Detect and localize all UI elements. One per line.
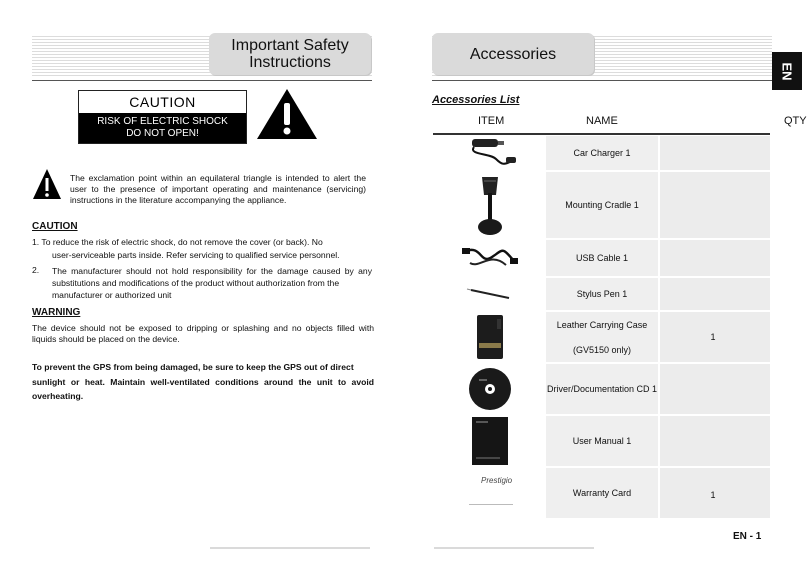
caution-item-1-line1: 1. To reduce the risk of electric shock, do not remove the cover (or back). No (32, 237, 323, 247)
column-header-qty: QTY (784, 115, 807, 127)
caution-item-2-text: The manufacturer should not hold responsibility for the damage caused by any substitutions and modifications of the product without authorization from the (52, 266, 372, 288)
table-row-mounting-cradle-image (455, 172, 525, 238)
table-row-usb-cable-qty (660, 240, 770, 276)
table-row-car-charger-name (546, 136, 658, 170)
warranty-card-qty: 1 (710, 490, 716, 500)
right-footer-rule (434, 547, 594, 549)
column-header-item: ITEM (478, 115, 505, 127)
mounting-cradle-name: Mounting Cradle 1 (565, 200, 639, 210)
warranty-card-name: Warranty Card (572, 488, 632, 498)
usb-cable-name: USB Cable 1 (575, 253, 629, 263)
caution-sign-line2: DO NOT OPEN! (126, 128, 199, 139)
right-header-title: Accessories (469, 45, 557, 63)
left-footer-rule (210, 547, 370, 549)
page-number: EN - 1 (733, 531, 762, 542)
caution-item-2-line3: manufacturer or authorized unit (52, 290, 172, 300)
right-header-box (432, 33, 594, 75)
table-row-carrying-case-name (546, 312, 658, 362)
small-warning-triangle-icon (32, 168, 62, 200)
table-row-carrying-case-image (455, 312, 525, 362)
left-header-box (209, 33, 371, 75)
car-charger-icon (460, 137, 520, 169)
gps-note-line1: To prevent the GPS from being damaged, be sure to keep the GPS out of direct (32, 362, 354, 372)
table-row-cd-image (455, 364, 525, 414)
carrying-case-note: (GV5150 only) (572, 344, 632, 355)
caution-sign (78, 90, 247, 144)
stylus-pen-name: Stylus Pen 1 (576, 289, 628, 299)
exclamation-explanation: The exclamation point within an equilateral triangle is intended to alert the user to the presence of important operating and maintenance (servicing) instructions in the literature accompanying the appliance. (70, 173, 366, 205)
table-row-warranty-card-image (455, 468, 525, 518)
table-header-rule (433, 133, 770, 135)
caution-heading: CAUTION (32, 221, 78, 232)
right-header-rule (432, 80, 772, 81)
table-row-mounting-cradle-name (546, 172, 658, 238)
warning-text: The device should not be exposed to dripping or splashing and no objects filled with liquids should be placed on the device. (32, 323, 374, 344)
table-row-stylus-pen-name (546, 278, 658, 310)
user-manual-icon (470, 416, 510, 466)
caution-sign-title: CAUTION (79, 91, 246, 113)
left-header-rule (32, 80, 372, 81)
table-row-stylus-pen-qty (660, 278, 770, 310)
carrying-case-qty: 1 (710, 332, 716, 342)
caution-item-1-line2: user-serviceable parts inside. Refer servicing to qualified service personnel. (52, 250, 340, 260)
language-tab (772, 52, 802, 90)
warning-heading: WARNING (32, 307, 81, 318)
left-header-title: Important Safety Instructions (231, 37, 349, 71)
table-row-warranty-card-qty (660, 468, 770, 518)
table-row-car-charger-image (455, 136, 525, 170)
warranty-card-line (469, 504, 513, 505)
cd-icon (467, 366, 513, 412)
cd-name: Driver/Documentation CD 1 (546, 384, 658, 394)
stylus-pen-icon (465, 284, 515, 304)
warranty-card-brand: Prestigio (481, 476, 513, 485)
table-row-car-charger-qty (660, 136, 770, 170)
table-row-warranty-card-name (546, 468, 658, 518)
table-row-usb-cable-name (546, 240, 658, 276)
table-row-carrying-case-qty (660, 312, 770, 362)
mounting-cradle-icon (470, 173, 510, 237)
accessories-list-title: Accessories List (432, 94, 520, 106)
caution-sign-line1: RISK OF ELECTRIC SHOCK (97, 116, 228, 127)
table-row-stylus-pen-image (455, 278, 525, 310)
carrying-case-name: Leather Carrying Case (556, 319, 648, 330)
table-row-usb-cable-image (455, 240, 525, 276)
large-warning-triangle-icon (255, 87, 319, 141)
table-row-cd-qty (660, 364, 770, 414)
car-charger-name: Car Charger 1 (573, 148, 631, 158)
column-header-name: NAME (586, 115, 618, 127)
table-row-user-manual-name (546, 416, 658, 466)
language-tab-label: EN (779, 61, 795, 81)
table-row-cd-name (546, 364, 658, 414)
caution-item-2-number: 2. (32, 265, 40, 275)
gps-note-line3: overheating. (32, 391, 84, 401)
table-row-user-manual-qty (660, 416, 770, 466)
usb-cable-icon (462, 243, 518, 273)
table-row-mounting-cradle-qty (660, 172, 770, 238)
table-row-user-manual-image (455, 416, 525, 466)
gps-note-line2: sunlight or heat. Maintain well-ventilated conditions around the unit to avoid (32, 377, 374, 387)
carrying-case-icon (475, 313, 505, 361)
user-manual-name: User Manual 1 (572, 436, 632, 446)
